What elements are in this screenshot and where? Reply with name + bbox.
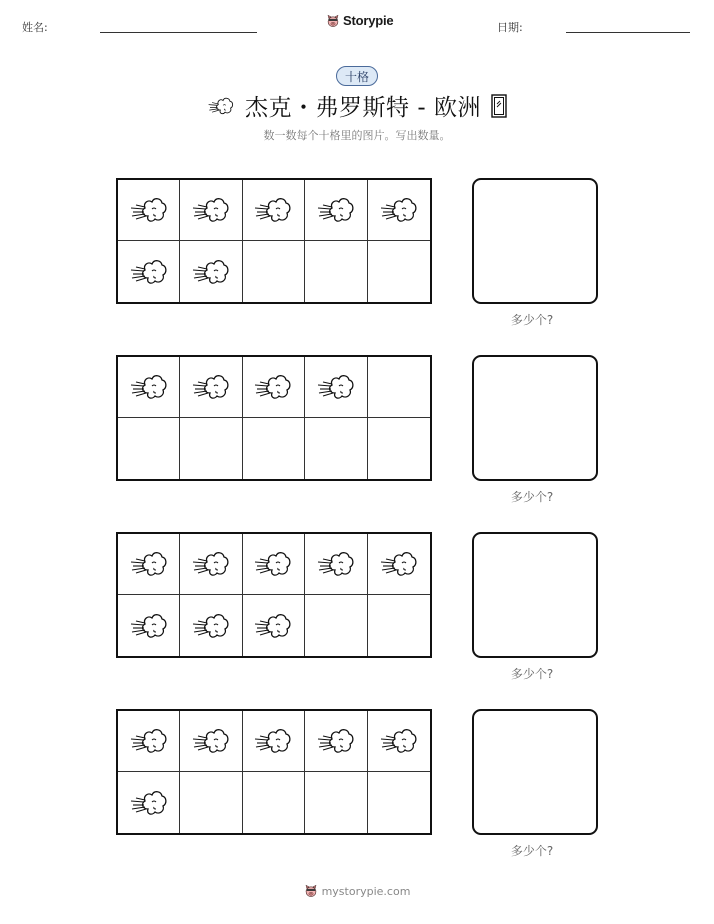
ten-frame-cell	[243, 595, 305, 656]
ten-frame-3	[116, 532, 432, 658]
question-3: 多少个?	[510, 667, 554, 681]
answer-box-2[interactable]	[472, 355, 598, 481]
ten-frame-cell	[180, 357, 242, 418]
ten-frame-cell	[243, 418, 305, 479]
ten-frame-cell	[180, 595, 242, 656]
wind-gust-icon	[379, 725, 419, 757]
wind-gust-icon	[253, 194, 293, 226]
wind-gust-icon	[129, 371, 169, 403]
ten-frame-cell	[180, 418, 242, 479]
ten-frame-cell	[368, 418, 430, 479]
ten-frame-cell	[180, 180, 242, 241]
title-row	[0, 89, 714, 122]
answer-box-4[interactable]	[472, 709, 598, 835]
ten-frame-cell	[118, 180, 180, 241]
page-title: 杰克・弗罗斯特 - 欧洲	[245, 95, 481, 121]
ten-frame-cell	[243, 534, 305, 595]
wind-gust-icon	[253, 725, 293, 757]
ten-frame-cell	[368, 180, 430, 241]
pig-mascot-icon	[304, 884, 318, 898]
wind-gust-icon	[129, 194, 169, 226]
name-label: 姓名:	[22, 21, 48, 34]
wind-gust-icon	[253, 548, 293, 580]
footer	[0, 884, 714, 898]
ten-frame-cell	[180, 534, 242, 595]
date-field-line[interactable]	[566, 32, 690, 33]
ten-frame-cell	[368, 711, 430, 772]
ten-frame-2	[116, 355, 432, 481]
wind-gust-icon	[129, 787, 169, 819]
ten-frame-cell	[180, 711, 242, 772]
ten-frame-cell	[118, 772, 180, 833]
ten-frame-cell	[305, 418, 367, 479]
wind-gust-icon	[129, 725, 169, 757]
ten-frame-cell	[305, 534, 367, 595]
ten-frame-cell	[305, 357, 367, 418]
wind-gust-icon	[191, 371, 231, 403]
ten-frame-cell	[305, 180, 367, 241]
wind-gust-icon	[191, 548, 231, 580]
ten-frame-cell	[368, 357, 430, 418]
ten-frame-cell	[368, 241, 430, 302]
mirror-icon	[491, 94, 507, 118]
ten-frame-cell	[368, 595, 430, 656]
ten-frame-cell	[118, 534, 180, 595]
ten-frame-cell	[368, 534, 430, 595]
ten-frame-cell	[243, 772, 305, 833]
wind-gust-icon	[129, 548, 169, 580]
ten-frame-cell	[180, 241, 242, 302]
ten-frame-cell	[243, 241, 305, 302]
question-2: 多少个?	[510, 490, 554, 504]
wind-gust-icon	[253, 610, 293, 642]
ten-frame-cell	[305, 772, 367, 833]
wind-gust-icon	[129, 610, 169, 642]
ten-frame-cell	[243, 180, 305, 241]
wind-gust-icon	[207, 95, 235, 117]
ten-frame-4	[116, 709, 432, 835]
question-1: 多少个?	[510, 313, 554, 327]
ten-frame-cell	[305, 711, 367, 772]
wind-gust-icon	[253, 371, 293, 403]
ten-frame-cell	[243, 357, 305, 418]
date-label: 日期:	[497, 21, 523, 34]
ten-frame-cell	[368, 772, 430, 833]
ten-frame-cell	[305, 595, 367, 656]
wind-gust-icon	[129, 256, 169, 288]
answer-box-3[interactable]	[472, 532, 598, 658]
ten-frame-cell	[118, 241, 180, 302]
worksheet-type-badge: 十格	[336, 66, 378, 86]
wind-gust-icon	[316, 725, 356, 757]
wind-gust-icon	[191, 194, 231, 226]
brand-logo	[326, 13, 393, 28]
wind-gust-icon	[191, 610, 231, 642]
wind-gust-icon	[191, 256, 231, 288]
pig-mascot-icon	[326, 14, 340, 28]
wind-gust-icon	[316, 194, 356, 226]
ten-frame-cell	[118, 357, 180, 418]
footer-url[interactable]: mystorypie.com	[321, 884, 411, 898]
ten-frame-cell	[180, 772, 242, 833]
answer-box-1[interactable]	[472, 178, 598, 304]
question-4: 多少个?	[510, 844, 554, 858]
brand-name: Storypie	[343, 13, 394, 28]
ten-frame-cell	[305, 241, 367, 302]
name-field-line[interactable]	[100, 32, 257, 33]
instructions: 数一数每个十格里的图片。写出数量。	[263, 129, 451, 142]
wind-gust-icon	[316, 548, 356, 580]
ten-frame-1	[116, 178, 432, 304]
ten-frame-cell	[243, 711, 305, 772]
ten-frame-cell	[118, 711, 180, 772]
wind-gust-icon	[191, 725, 231, 757]
wind-gust-icon	[379, 548, 419, 580]
wind-gust-icon	[316, 371, 356, 403]
ten-frame-cell	[118, 418, 180, 479]
wind-gust-icon	[379, 194, 419, 226]
ten-frame-cell	[118, 595, 180, 656]
